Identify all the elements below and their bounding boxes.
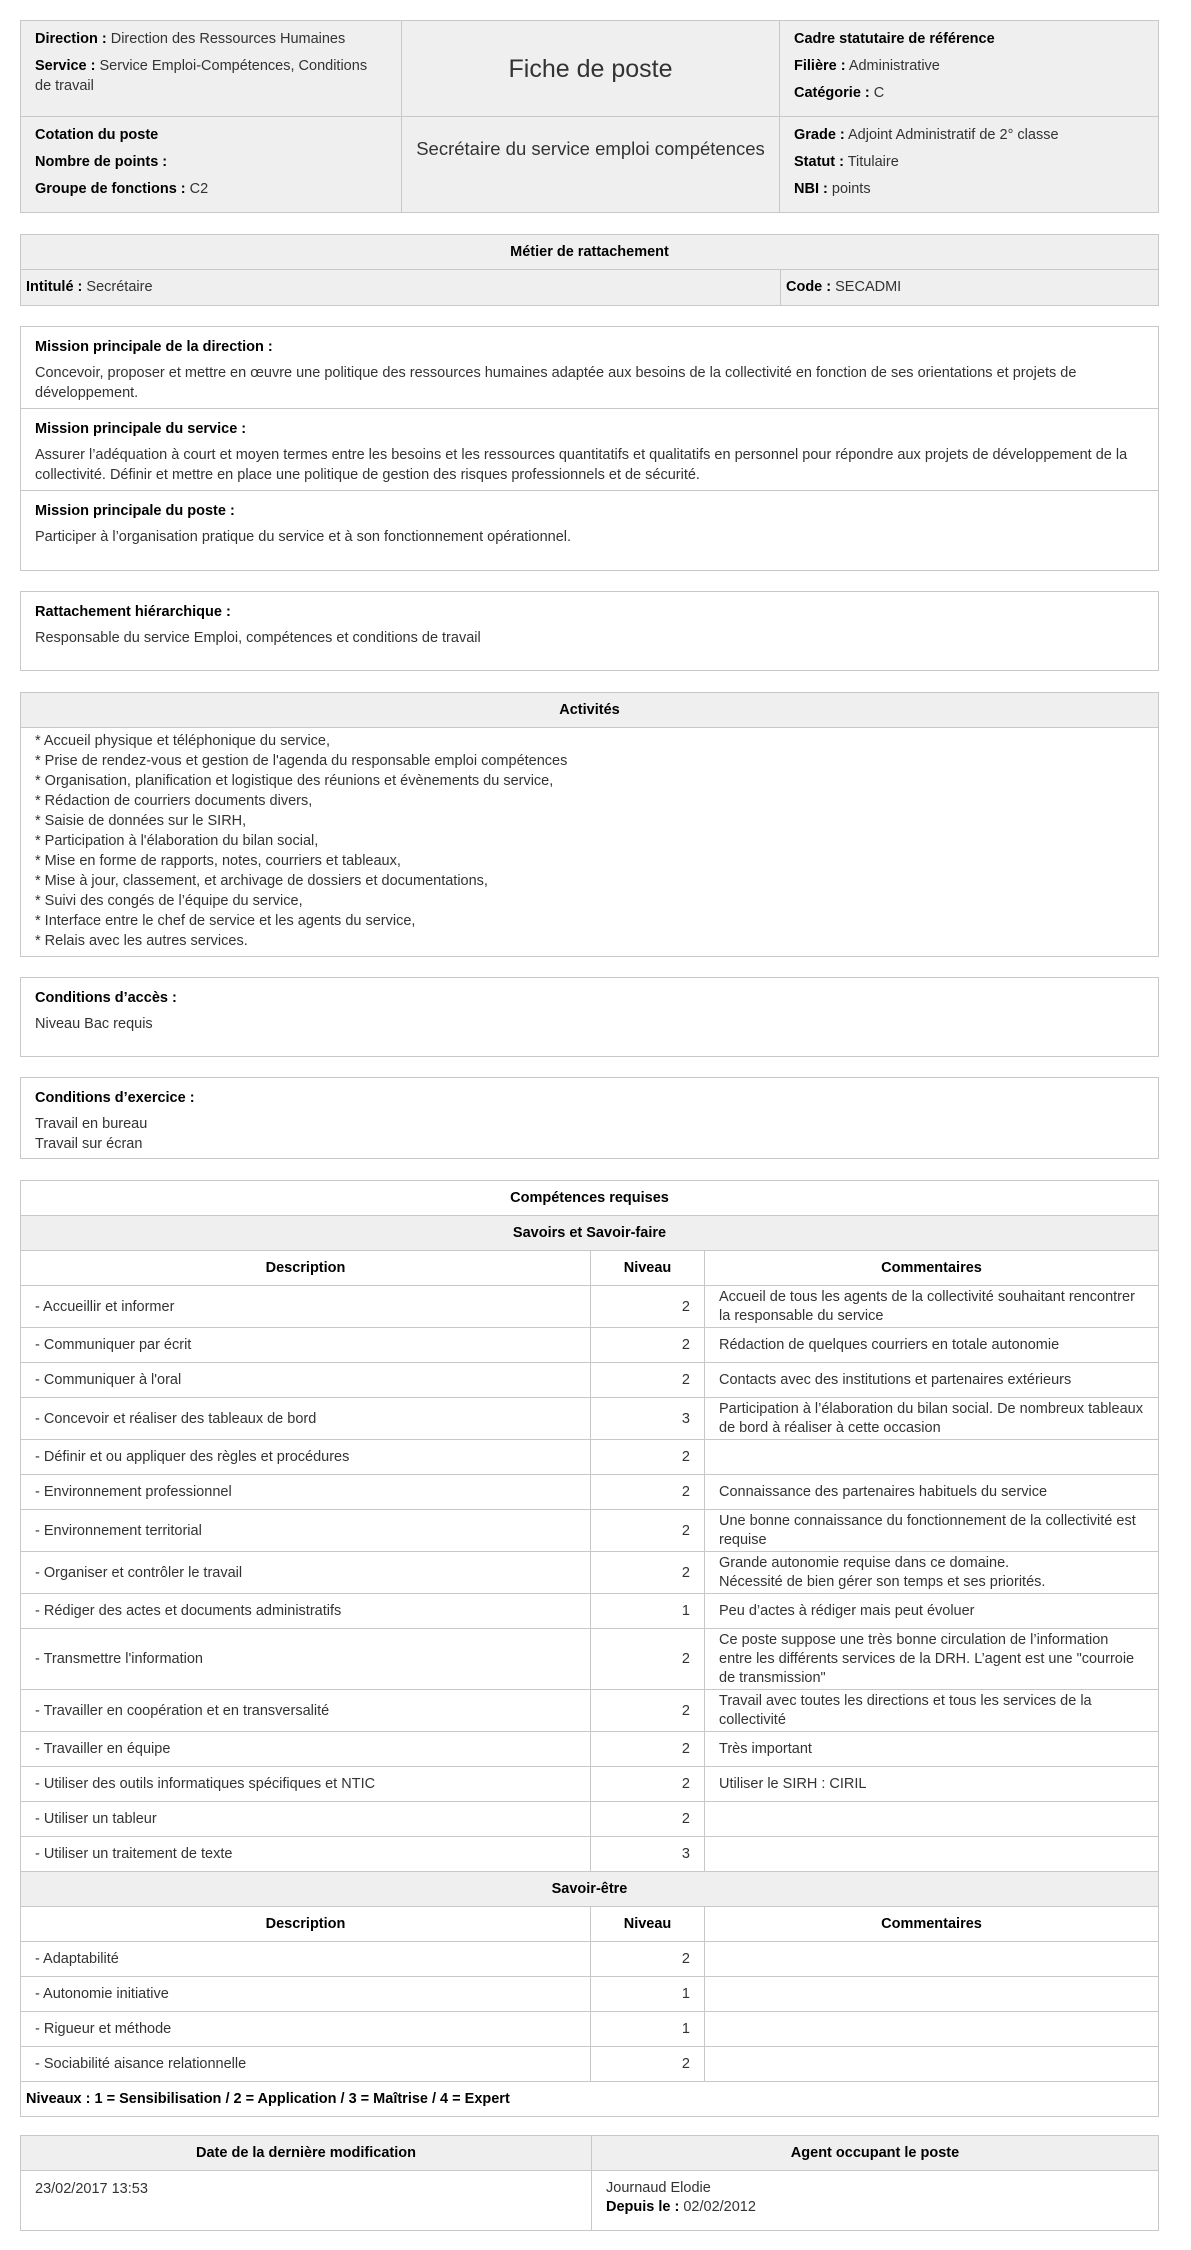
col-commentaires: Commentaires: [705, 1251, 1159, 1286]
missions-block: [20, 326, 1159, 571]
competence-row: [21, 1510, 1159, 1552]
competence-row: [21, 1328, 1159, 1363]
competence-commentaire: [705, 1977, 1159, 2012]
activites-title: Activités: [21, 693, 1158, 728]
competence-row: [21, 1732, 1159, 1767]
competence-description: - Travailler en équipe: [21, 1732, 591, 1767]
rattachement-label: Rattachement hiérarchique :: [35, 604, 231, 620]
page-title-cell: [402, 21, 780, 117]
competence-commentaire: [705, 1942, 1159, 1977]
competence-commentaire: Peu d’actes à rédiger mais peut évoluer: [705, 1594, 1159, 1629]
niveaux-legend: Niveaux : 1 = Sensibilisation / 2 = Application / 3 = Maîtrise / 4 = Expert: [21, 2082, 1159, 2117]
competence-row: [21, 1286, 1159, 1328]
code-label: Code :: [786, 279, 832, 295]
activite-item: * Organisation, planification et logistique des réunions et évènements du service,: [35, 773, 554, 789]
activite-item: * Rédaction de courriers documents divers,: [35, 793, 313, 809]
depuis-label: Depuis le :: [606, 2199, 680, 2215]
col-description: Description: [21, 1907, 591, 1942]
mission-direction-label: Mission principale de la direction :: [35, 339, 273, 355]
agent-title: Agent occupant le poste: [592, 2136, 1159, 2171]
competence-row: [21, 1837, 1159, 1872]
competence-row: [21, 1629, 1159, 1690]
competence-commentaire: Rédaction de quelques courriers en totale autonomie: [705, 1328, 1159, 1363]
activite-item: * Accueil physique et téléphonique du service,: [35, 733, 331, 749]
col-niveau: Niveau: [591, 1907, 705, 1942]
direction-service-cell: [21, 21, 402, 117]
savoirs-title: Savoirs et Savoir-faire: [21, 1216, 1159, 1251]
intitule-value: Secrétaire: [86, 279, 153, 295]
competence-row: [21, 1398, 1159, 1440]
col-description: Description: [21, 1251, 591, 1286]
competence-niveau: 1: [591, 1594, 705, 1629]
competence-niveau: 2: [591, 1510, 705, 1552]
activite-item: * Prise de rendez-vous et gestion de l'agenda du responsable emploi compétences: [35, 753, 568, 769]
competence-commentaire: Contacts avec des institutions et partenaires extérieurs: [705, 1363, 1159, 1398]
competence-niveau: 2: [591, 1732, 705, 1767]
grade-value: Adjoint Administratif de 2° classe: [848, 127, 1059, 143]
competence-description: - Utiliser des outils informatiques spécifiques et NTIC: [21, 1767, 591, 1802]
service-value: Service Emploi-Compétences, Conditions de travail: [35, 58, 368, 94]
filiere-value: Administrative: [848, 58, 940, 74]
competence-niveau: 2: [591, 1328, 705, 1363]
competence-description: - Définir et ou appliquer des règles et procédures: [21, 1440, 591, 1475]
modif-title: Date de la dernière modification: [21, 2136, 592, 2171]
service-label: Service :: [35, 58, 96, 74]
competence-description: - Sociabilité aisance relationnelle: [21, 2047, 591, 2082]
acces-text: Niveau Bac requis: [35, 1016, 153, 1032]
intitule-label: Intitulé :: [26, 279, 83, 295]
points-label: Nombre de points :: [35, 154, 168, 170]
acces-label: Conditions d’accès :: [35, 990, 177, 1006]
mission-direction: [21, 327, 1158, 409]
competence-niveau: 2: [591, 1552, 705, 1594]
competence-description: - Environnement territorial: [21, 1510, 591, 1552]
mission-direction-text: Concevoir, proposer et mettre en œuvre une politique des ressources humaines adaptée aux besoins de la collectivité en fonction de ses orientations et projets de développement.: [35, 365, 1077, 401]
grade-label: Grade :: [794, 127, 845, 143]
competence-commentaire: Connaissance des partenaires habituels du service: [705, 1475, 1159, 1510]
modif-cell: [21, 2171, 592, 2231]
activite-item: * Relais avec les autres services.: [35, 933, 248, 949]
competence-description: - Rigueur et méthode: [21, 2012, 591, 2047]
exercice-line: Travail sur écran: [35, 1136, 143, 1152]
competence-niveau: 1: [591, 2012, 705, 2047]
competence-description: - Utiliser un traitement de texte: [21, 1837, 591, 1872]
competence-description: - Communiquer à l'oral: [21, 1363, 591, 1398]
competence-description: - Autonomie initiative: [21, 1977, 591, 2012]
footer-table: [20, 2135, 1159, 2231]
competence-description: - Travailler en coopération et en transversalité: [21, 1690, 591, 1732]
competence-commentaire: Grande autonomie requise dans ce domaine. Nécessité de bien gérer son temps et ses priorités.: [705, 1552, 1159, 1594]
categorie-value: C: [873, 85, 885, 101]
competence-row: [21, 1977, 1159, 2012]
competence-description: - Environnement professionnel: [21, 1475, 591, 1510]
grade-cell: [780, 117, 1158, 212]
footer-block: [20, 2135, 1159, 2231]
cotation-cell: [21, 117, 402, 212]
activite-item: * Mise à jour, classement, et archivage de dossiers et documentations,: [35, 873, 488, 889]
nbi-value: points: [831, 181, 871, 197]
categorie-label: Catégorie :: [794, 85, 870, 101]
competence-commentaire: [705, 2047, 1159, 2082]
mission-poste-text: Participer à l’organisation pratique du service et à son fonctionnement opérationnel.: [35, 529, 572, 545]
agent-cell: [592, 2171, 1159, 2231]
competence-commentaire: [705, 2012, 1159, 2047]
competences-table: [20, 1180, 1159, 2117]
competence-niveau: 2: [591, 1286, 705, 1328]
competence-commentaire: Utiliser le SIRH : CIRIL: [705, 1767, 1159, 1802]
competence-row: [21, 2012, 1159, 2047]
competence-row: [21, 1594, 1159, 1629]
competence-row: [21, 1767, 1159, 1802]
competences-block: [20, 1180, 1159, 2117]
cadre-label: Cadre statutaire de référence: [794, 31, 995, 47]
metier-code: [781, 270, 1158, 305]
competence-row: [21, 1475, 1159, 1510]
competence-niveau: 2: [591, 1802, 705, 1837]
competence-niveau: 1: [591, 1977, 705, 2012]
competence-niveau: 2: [591, 2047, 705, 2082]
page-title: Fiche de poste: [508, 54, 673, 83]
mission-service-text: Assurer l’adéquation à court et moyen termes entre les besoins et les ressources quantitatifs et qualitatifs en personnel pour répondre aux projets de développement de la collectivité. Définir et mettre en place une politique de gestion des risques professionnels et de sécurité.: [35, 447, 1128, 483]
competence-commentaire: Une bonne connaissance du fonctionnement de la collectivité est requise: [705, 1510, 1159, 1552]
col-commentaires: Commentaires: [705, 1907, 1159, 1942]
activite-item: * Saisie de données sur le SIRH,: [35, 813, 247, 829]
activites-list: [21, 728, 1158, 955]
competence-niveau: 2: [591, 1440, 705, 1475]
exercice-line: Travail en bureau: [35, 1116, 148, 1132]
mission-poste-label: Mission principale du poste :: [35, 503, 235, 519]
competence-commentaire: Ce poste suppose une très bonne circulation de l’information entre les différents services de la DRH. L’agent est une "courroie de transmission": [705, 1629, 1159, 1690]
header-block: [20, 20, 1159, 213]
competence-description: - Accueillir et informer: [21, 1286, 591, 1328]
competence-commentaire: [705, 1837, 1159, 1872]
filiere-label: Filière :: [794, 58, 846, 74]
poste-title: Secrétaire du service emploi compétences: [416, 138, 765, 159]
competence-description: - Adaptabilité: [21, 1942, 591, 1977]
cotation-label: Cotation du poste: [35, 127, 159, 143]
groupe-label: Groupe de fonctions :: [35, 181, 186, 197]
competences-title: Compétences requises: [21, 1181, 1159, 1216]
competence-niveau: 2: [591, 1942, 705, 1977]
exercice-label: Conditions d’exercice :: [35, 1090, 195, 1106]
mission-poste: [21, 491, 1158, 555]
poste-title-cell: [402, 117, 780, 212]
competence-commentaire: Accueil de tous les agents de la collectivité souhaitant rencontrer la responsable du service: [705, 1286, 1159, 1328]
competence-row: [21, 1942, 1159, 1977]
competence-commentaire: Participation à l’élaboration du bilan social. De nombreux tableaux de bord à réaliser à cette occasion: [705, 1398, 1159, 1440]
competence-description: - Rédiger des actes et documents administratifs: [21, 1594, 591, 1629]
acces-block: [20, 977, 1159, 1057]
competence-row: [21, 2047, 1159, 2082]
competence-row: [21, 1440, 1159, 1475]
competence-niveau: 2: [591, 1475, 705, 1510]
competence-niveau: 2: [591, 1690, 705, 1732]
statut-value: Titulaire: [847, 154, 899, 170]
exercice-block: [20, 1077, 1159, 1159]
competence-description: - Communiquer par écrit: [21, 1328, 591, 1363]
competence-commentaire: [705, 1440, 1159, 1475]
activite-item: * Suivi des congés de l’équipe du service,: [35, 893, 303, 909]
depuis-value: 02/02/2012: [683, 2199, 756, 2215]
metier-block: [20, 234, 1159, 306]
competence-niveau: 3: [591, 1837, 705, 1872]
competence-commentaire: [705, 1802, 1159, 1837]
competence-niveau: 2: [591, 1363, 705, 1398]
activite-item: * Participation à l'élaboration du bilan social,: [35, 833, 319, 849]
competence-niveau: 2: [591, 1629, 705, 1690]
direction-value: Direction des Ressources Humaines: [110, 31, 346, 47]
col-niveau: Niveau: [591, 1251, 705, 1286]
competence-description: - Transmettre l'information: [21, 1629, 591, 1690]
code-value: SECADMI: [835, 279, 902, 295]
competence-row: [21, 1363, 1159, 1398]
activite-item: * Mise en forme de rapports, notes, courriers et tableaux,: [35, 853, 401, 869]
metier-intitule: [21, 270, 781, 305]
rattachement-block: [20, 591, 1159, 671]
activites-block: [20, 692, 1159, 957]
competence-description: - Utiliser un tableur: [21, 1802, 591, 1837]
competence-niveau: 2: [591, 1767, 705, 1802]
direction-label: Direction :: [35, 31, 107, 47]
competence-niveau: 3: [591, 1398, 705, 1440]
rattachement-text: Responsable du service Emploi, compétences et conditions de travail: [35, 630, 481, 646]
modif-value: 23/02/2017 13:53: [35, 2181, 148, 2197]
mission-service: [21, 409, 1158, 491]
competence-description: - Organiser et contrôler le travail: [21, 1552, 591, 1594]
cadre-cell: [780, 21, 1158, 117]
competence-commentaire: Travail avec toutes les directions et tous les services de la collectivité: [705, 1690, 1159, 1732]
nbi-label: NBI :: [794, 181, 828, 197]
activite-item: * Interface entre le chef de service et les agents du service,: [35, 913, 416, 929]
competence-row: [21, 1690, 1159, 1732]
competence-row: [21, 1552, 1159, 1594]
savoir-etre-title: Savoir-être: [21, 1872, 1159, 1907]
metier-title: Métier de rattachement: [21, 235, 1158, 270]
competence-commentaire: Très important: [705, 1732, 1159, 1767]
competence-description: - Concevoir et réaliser des tableaux de bord: [21, 1398, 591, 1440]
statut-label: Statut :: [794, 154, 844, 170]
competence-row: [21, 1802, 1159, 1837]
mission-service-label: Mission principale du service :: [35, 421, 247, 437]
groupe-value: C2: [189, 181, 209, 197]
agent-name: Journaud Elodie: [606, 2180, 711, 2196]
